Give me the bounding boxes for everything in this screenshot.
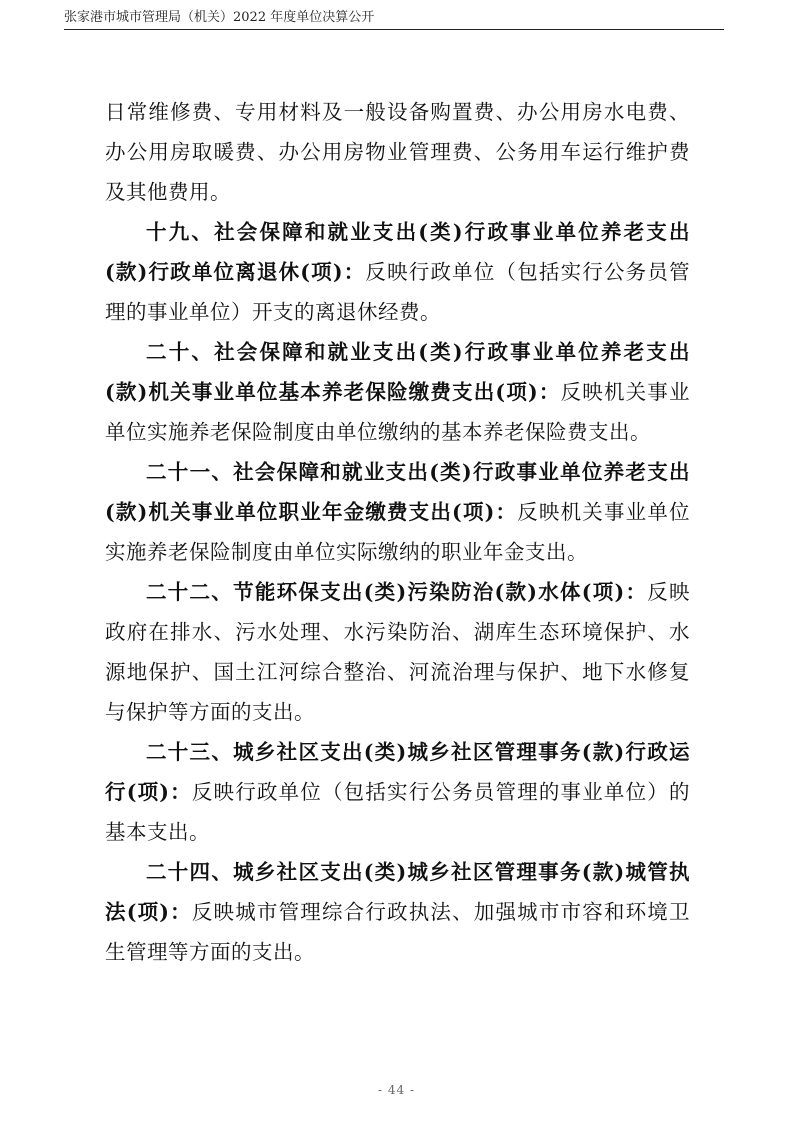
paragraph-continuation bbox=[105, 92, 690, 212]
paragraph-item-19 bbox=[105, 212, 690, 332]
item-heading: 十九、社会保障和就业支出(类)行政事业单位养老支出(款)行政单位离退休(项)： bbox=[105, 220, 690, 284]
paragraph-item-21 bbox=[105, 452, 690, 572]
item-heading: 二十三、城乡社区支出(类)城乡社区管理事务(款)行政运行(项)： bbox=[105, 740, 690, 804]
header-divider bbox=[64, 29, 724, 30]
item-heading: 二十四、城乡社区支出(类)城乡社区管理事务(款)城管执法(项)： bbox=[105, 860, 690, 924]
item-heading: 二十、社会保障和就业支出(类)行政事业单位养老支出(款)机关事业单位基本养老保险缴费支出(项)： bbox=[105, 340, 690, 404]
paragraph-text: 日常维修费、专用材料及一般设备购置费、办公用房水电费、办公用房取暖费、办公用房物业管理费、公务用车运行维护费及其他费用。 bbox=[105, 100, 690, 204]
paragraph-item-23 bbox=[105, 732, 690, 852]
item-description: 反映政府在排水、污水处理、水污染防治、湖库生态环境保护、水源地保护、国土江河综合整治、河流治理与保护、地下水修复与保护等方面的支出。 bbox=[105, 580, 691, 724]
page-number: - 44 - bbox=[377, 1083, 415, 1097]
item-description: 反映城市管理综合行政执法、加强城市市容和环境卫生管理等方面的支出。 bbox=[105, 900, 690, 964]
item-description: 反映机关事业单位实施养老保险制度由单位实际缴纳的职业年金支出。 bbox=[105, 500, 691, 564]
item-heading: 二十二、节能环保支出(类)污染防治(款)水体(项)： bbox=[146, 580, 648, 604]
item-description: 反映行政单位（包括实行公务员管理的事业单位）的基本支出。 bbox=[105, 780, 690, 844]
paragraph-item-20 bbox=[105, 332, 690, 452]
document-body bbox=[105, 92, 690, 972]
page-header: 张家港市城市管理局（机关）2022 年度单位决算公开 bbox=[64, 10, 375, 25]
item-description: 反映机关事业单位实施养老保险制度由单位缴纳的基本养老保险费支出。 bbox=[105, 380, 691, 444]
paragraph-item-22 bbox=[105, 572, 690, 732]
item-description: 反映行政单位（包括实行公务员管理的事业单位）开支的离退休经费。 bbox=[105, 260, 690, 324]
item-heading: 二十一、社会保障和就业支出(类)行政事业单位养老支出(款)机关事业单位职业年金缴费支出(项)： bbox=[105, 460, 690, 524]
paragraph-item-24 bbox=[105, 852, 690, 972]
